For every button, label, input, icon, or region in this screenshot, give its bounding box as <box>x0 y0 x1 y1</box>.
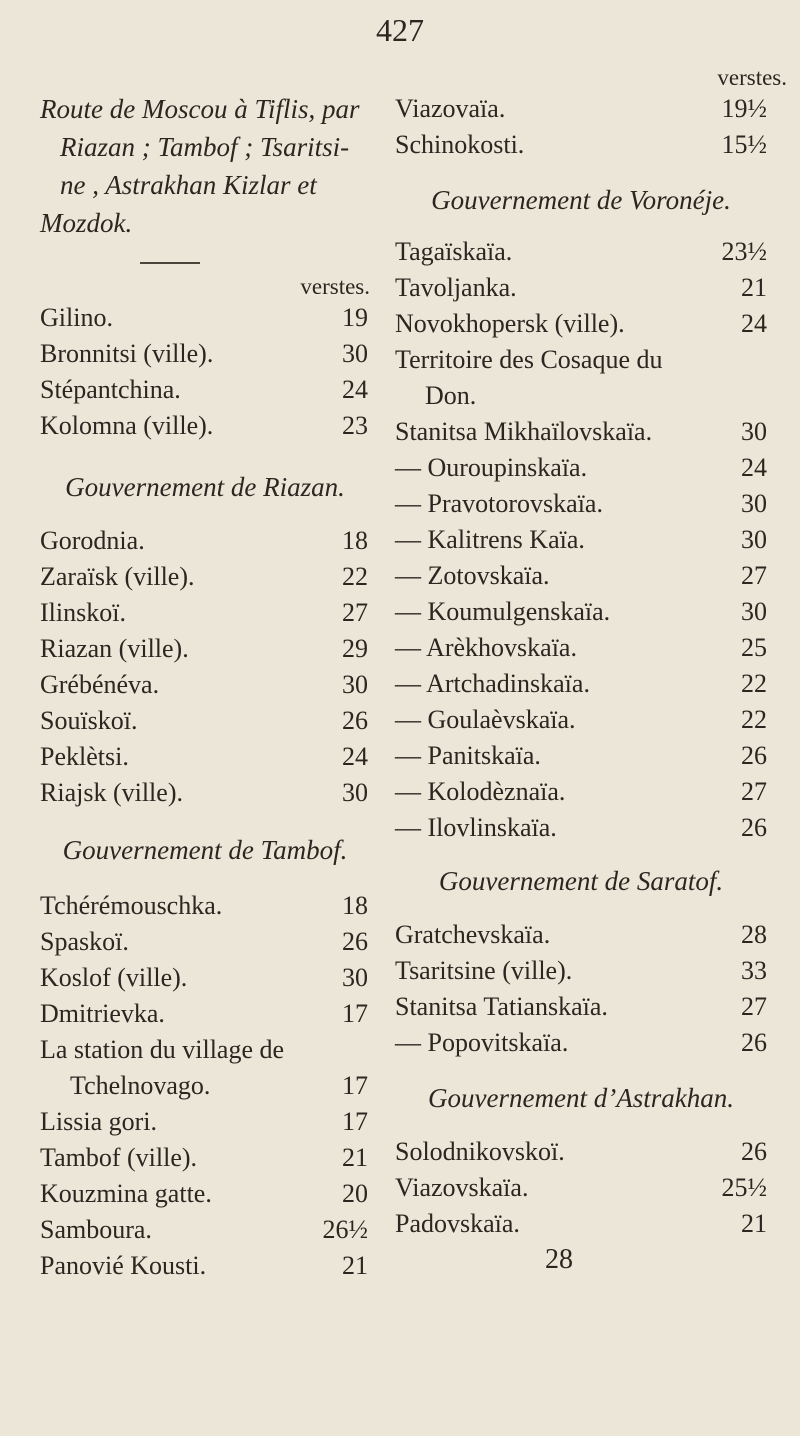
list-item <box>40 960 370 996</box>
list-item <box>40 631 370 667</box>
distance-value: 21 <box>342 1251 368 1280</box>
place-name: Panovié Kousti. <box>40 1251 207 1280</box>
list-item <box>40 996 370 1032</box>
divider <box>140 262 200 264</box>
list-item <box>395 702 767 738</box>
place-name: La station du village de <box>40 1035 285 1064</box>
distance-value: 19½ <box>721 94 767 123</box>
list-item <box>395 774 767 810</box>
place-name: Stanitsa Tatianskaïa. <box>395 992 608 1021</box>
place-name: Peklètsi. <box>40 742 129 771</box>
distance-value: 24 <box>741 453 767 482</box>
list-item <box>395 1134 767 1170</box>
list-item <box>40 775 370 811</box>
government-heading: Gouvernement de Voronéje. <box>431 185 731 215</box>
place-name: — Ouroupinskaïa. <box>395 453 588 482</box>
list-item <box>395 594 767 630</box>
distance-value: 30 <box>741 525 767 554</box>
place-name: — Pravotorovskaïa. <box>395 489 603 518</box>
page-number: 427 <box>376 12 424 48</box>
list-item <box>40 1212 370 1248</box>
place-name: Novokhopersk (ville). <box>395 309 625 338</box>
list-item <box>395 414 767 450</box>
government-heading: Gouvernement de Tambof. <box>62 835 348 865</box>
distance-value: 26 <box>342 706 368 735</box>
list-item <box>395 558 767 594</box>
place-name: Padovskaïa. <box>395 1209 520 1238</box>
list-item <box>395 1206 767 1242</box>
place-name: Dmitrievka. <box>40 999 165 1028</box>
distance-value: 27 <box>741 777 767 806</box>
list-item <box>40 888 370 924</box>
list-item <box>40 1068 370 1104</box>
list-item <box>395 630 767 666</box>
list-item <box>40 703 370 739</box>
place-name: Koslof (ville). <box>40 963 188 992</box>
route-title <box>40 90 370 242</box>
left-column <box>40 90 370 1284</box>
list-item <box>40 408 370 444</box>
distance-value: 26 <box>741 1028 767 1057</box>
distance-value: 17 <box>342 1071 368 1100</box>
distance-value: 27 <box>741 992 767 1021</box>
list-item <box>40 739 370 775</box>
place-name: Grébénéva. <box>40 670 160 699</box>
place-name: Stanitsa Mikhaïlovskaïa. <box>395 417 653 446</box>
place-name: Kolomna (ville). <box>40 411 214 440</box>
route-title-line: Riazan ; Tambof ; Tsaritsi- <box>60 132 350 162</box>
place-name: — Kolodèznaïa. <box>395 777 566 806</box>
place-name: — Zotovskaïa. <box>395 561 550 590</box>
list-item <box>40 1248 370 1284</box>
distance-value: 26 <box>741 741 767 770</box>
list-item <box>40 336 370 372</box>
place-name: Solodnikovskoï. <box>395 1137 565 1166</box>
distance-value: 30 <box>342 339 368 368</box>
list-item <box>40 523 370 559</box>
place-name: Lissia gori. <box>40 1107 157 1136</box>
place-name: Tsaritsine (ville). <box>395 956 573 985</box>
place-name: Tagaïskaïa. <box>395 237 513 266</box>
distance-value: 23 <box>342 411 368 440</box>
place-name: Spaskoï. <box>40 927 129 956</box>
place-name: Tchérémouschka. <box>40 891 223 920</box>
unit-label: verstes. <box>717 65 787 90</box>
place-name: — Panitskaïa. <box>395 741 541 770</box>
list-item <box>395 953 767 989</box>
place-name: Tchelnovago. <box>70 1071 211 1100</box>
place-name: Territoire des Cosaque du <box>395 345 663 374</box>
place-name: Schinokosti. <box>395 130 525 159</box>
place-name: Riajsk (ville). <box>40 778 183 807</box>
distance-value: 28 <box>741 920 767 949</box>
list-item <box>395 1025 767 1061</box>
route-title-line: Mozdok. <box>40 208 133 238</box>
list-item <box>395 306 767 342</box>
place-name: Souïskoï. <box>40 706 138 735</box>
place-name: Gilino. <box>40 303 113 332</box>
list-item <box>40 1032 370 1068</box>
place-name: Don. <box>425 381 477 410</box>
list-item <box>395 810 767 846</box>
distance-value: 21 <box>342 1143 368 1172</box>
right-column <box>395 65 787 1276</box>
place-name: Ilinskoï. <box>40 598 126 627</box>
route-list <box>40 523 370 811</box>
list-item <box>395 450 767 486</box>
place-name: Tambof (ville). <box>40 1143 198 1172</box>
list-item <box>40 1140 370 1176</box>
list-item <box>40 559 370 595</box>
place-name: — Kalitrens Kaïa. <box>395 525 585 554</box>
distance-value: 30 <box>741 597 767 626</box>
distance-value: 26 <box>741 1137 767 1166</box>
list-item <box>395 989 767 1025</box>
distance-value: 30 <box>342 778 368 807</box>
distance-value: 24 <box>741 309 767 338</box>
government-heading: Gouvernement de Saratof. <box>438 866 724 896</box>
place-name: — Popovitskaïa. <box>395 1028 569 1057</box>
distance-value: 30 <box>741 489 767 518</box>
place-name: Gratchevskaïa. <box>395 920 551 949</box>
list-item <box>395 738 767 774</box>
list-item <box>395 127 767 163</box>
government-heading: Gouvernement de Riazan. <box>65 472 345 502</box>
distance-value: 30 <box>342 963 368 992</box>
list-item <box>395 270 767 306</box>
list-item <box>395 91 767 127</box>
distance-value: 30 <box>741 417 767 446</box>
route-list <box>395 917 767 1061</box>
place-name: Zaraïsk (ville). <box>40 562 195 591</box>
list-item <box>395 917 767 953</box>
list-item <box>395 342 767 378</box>
list-item <box>40 1176 370 1212</box>
place-name: Bronnitsi (ville). <box>40 339 214 368</box>
route-list <box>395 234 767 846</box>
list-item <box>395 378 767 414</box>
distance-value: 25 <box>741 633 767 662</box>
place-name: Stépantchina. <box>40 375 181 404</box>
distance-value: 27 <box>342 598 368 627</box>
distance-value: 20 <box>342 1179 368 1208</box>
distance-value: 21 <box>741 1209 767 1238</box>
signature-mark: 28 <box>545 1244 573 1275</box>
distance-value: 15½ <box>721 130 767 159</box>
place-name: Viazovskaïa. <box>395 1173 529 1202</box>
place-name: Gorodnia. <box>40 526 145 555</box>
distance-value: 27 <box>741 561 767 590</box>
route-list <box>40 300 370 444</box>
distance-value: 24 <box>342 375 368 404</box>
list-item <box>395 522 767 558</box>
place-name: — Artchadinskaïa. <box>395 669 590 698</box>
list-item <box>40 924 370 960</box>
route-list <box>40 888 370 1284</box>
list-item <box>395 486 767 522</box>
distance-value: 17 <box>342 1107 368 1136</box>
list-item <box>40 372 370 408</box>
distance-value: 19 <box>342 303 368 332</box>
distance-value: 22 <box>741 669 767 698</box>
distance-value: 24 <box>342 742 368 771</box>
government-heading: Gouvernement d’Astrakhan. <box>428 1083 734 1113</box>
route-title-line: Route de Moscou à Tiflis, par <box>40 94 360 124</box>
list-item <box>395 234 767 270</box>
distance-value: 26 <box>741 813 767 842</box>
route-list <box>395 91 767 163</box>
unit-label: verstes. <box>300 274 370 299</box>
distance-value: 17 <box>342 999 368 1028</box>
list-item <box>395 666 767 702</box>
distance-value: 30 <box>342 670 368 699</box>
distance-value: 23½ <box>721 237 767 266</box>
list-item <box>40 595 370 631</box>
list-item <box>40 300 370 336</box>
place-name: Kouzmina gatte. <box>40 1179 212 1208</box>
route-list <box>395 1134 767 1242</box>
distance-value: 26½ <box>322 1215 368 1244</box>
distance-value: 33 <box>741 956 767 985</box>
place-name: — Ilovlinskaïa. <box>395 813 557 842</box>
place-name: — Koumulgenskaïa. <box>395 597 611 626</box>
place-name: Viazovaïa. <box>395 94 506 123</box>
place-name: Riazan (ville). <box>40 634 189 663</box>
distance-value: 29 <box>342 634 368 663</box>
distance-value: 18 <box>342 526 368 555</box>
place-name: Samboura. <box>40 1215 152 1244</box>
distance-value: 18 <box>342 891 368 920</box>
list-item <box>40 667 370 703</box>
distance-value: 25½ <box>721 1173 767 1202</box>
distance-value: 26 <box>342 927 368 956</box>
distance-value: 22 <box>741 705 767 734</box>
list-item <box>395 1170 767 1206</box>
list-item <box>40 1104 370 1140</box>
distance-value: 21 <box>741 273 767 302</box>
place-name: — Arèkhovskaïa. <box>395 633 577 662</box>
place-name: — Goulaèvskaïa. <box>395 705 576 734</box>
route-title-line: ne , Astrakhan Kizlar et <box>60 170 317 200</box>
distance-value: 22 <box>342 562 368 591</box>
place-name: Tavoljanka. <box>395 273 517 302</box>
